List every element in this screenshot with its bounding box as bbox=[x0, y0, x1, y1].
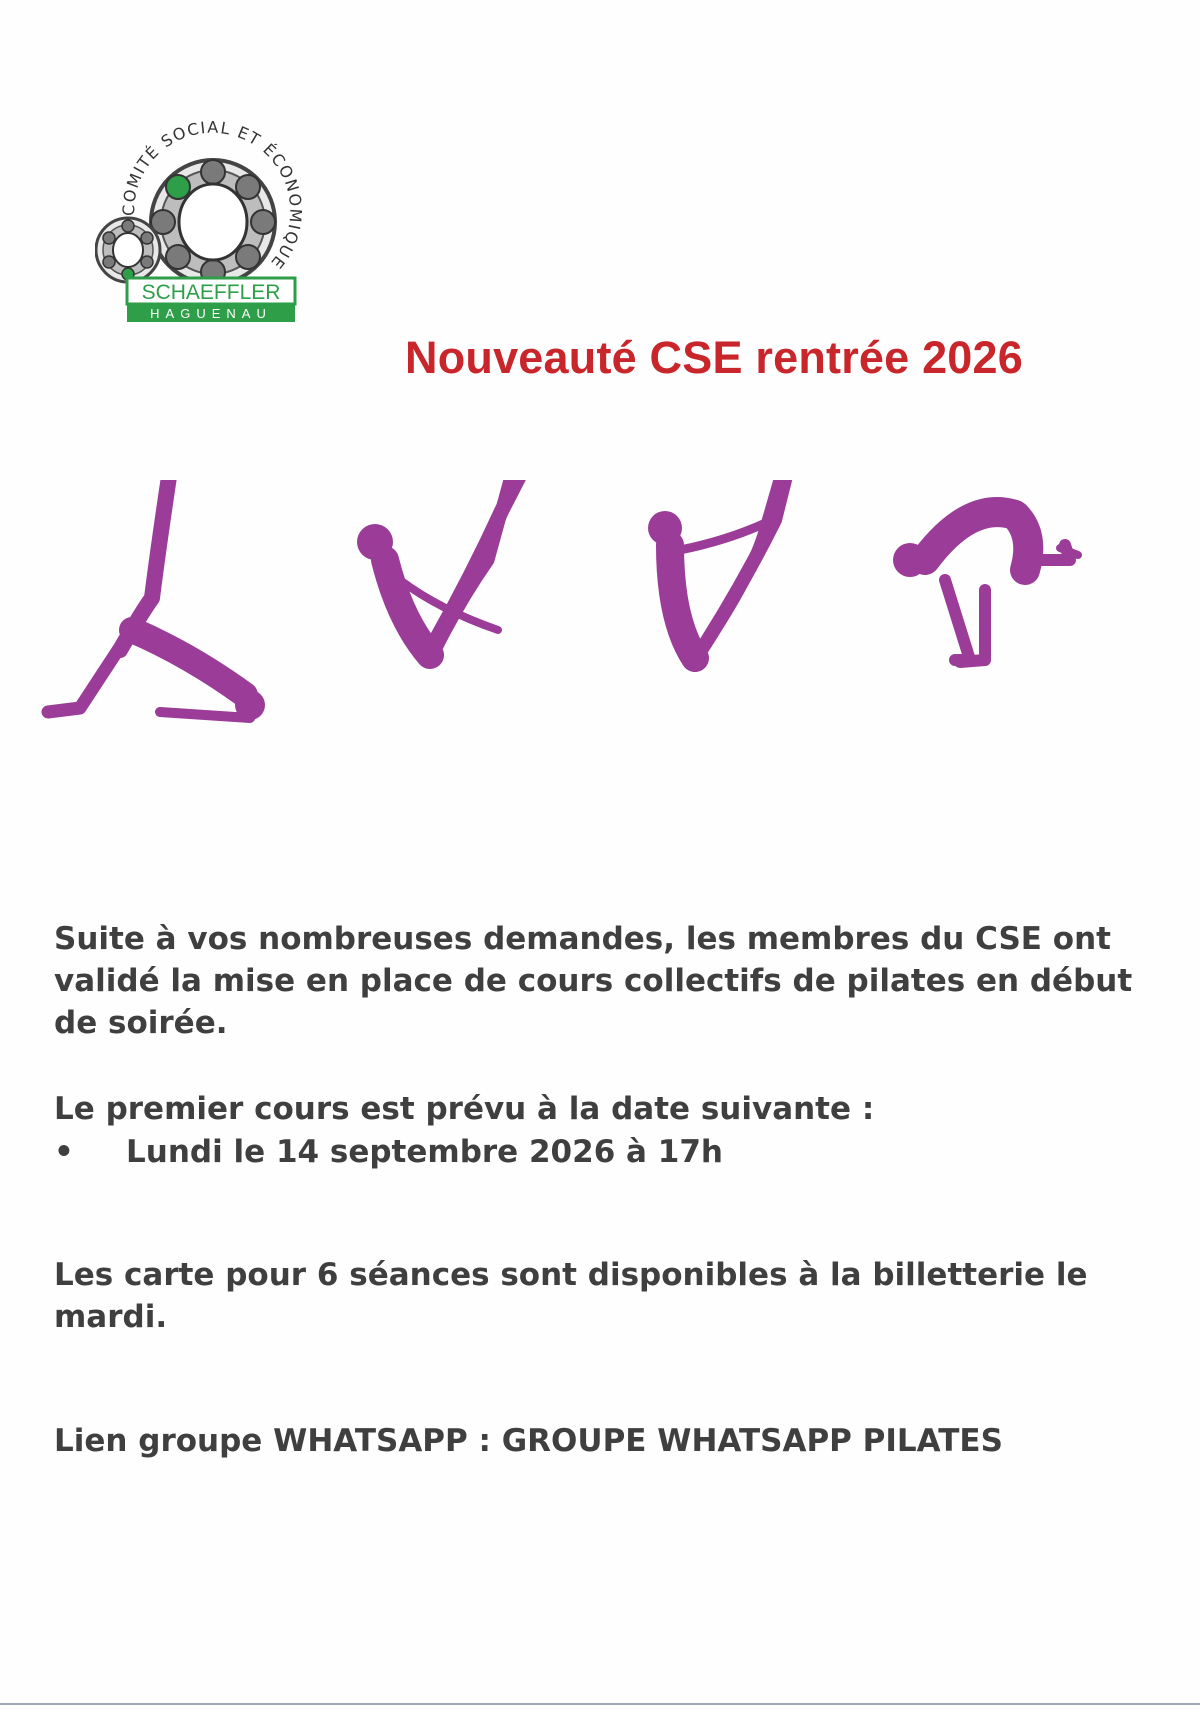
figure-teaser-icon bbox=[648, 480, 785, 658]
tickets-paragraph: Les carte pour 6 séances sont disponibles à la billetterie le mardi. bbox=[54, 1257, 1088, 1335]
pilates-silhouettes-graphic bbox=[40, 480, 1180, 770]
bearing-logo-graphic bbox=[95, 92, 330, 362]
bullet-mark: • bbox=[54, 1134, 74, 1170]
first-course-intro: Le premier cours est prévu à la date suivante : bbox=[54, 1091, 875, 1127]
cse-schaeffler-logo bbox=[95, 92, 330, 362]
figure-bridge-icon bbox=[48, 480, 265, 720]
first-course-date: Lundi le 14 septembre 2026 à 17h bbox=[126, 1134, 723, 1170]
logo-brand-text: SCHAEFFLER bbox=[141, 281, 281, 304]
logo-city-text: HAGUENAU bbox=[150, 306, 272, 321]
announcement-paragraph: Suite à vos nombreuses demandes, les membres du CSE ont validé la mise en place de cours collectifs de pilates en début de soirée. bbox=[54, 921, 1133, 1041]
figure-v-sit-icon bbox=[357, 480, 520, 655]
whatsapp-link-paragraph: Lien groupe WHATSAPP : GROUPE WHATSAPP PILATES bbox=[54, 1423, 1003, 1459]
figure-crow-icon bbox=[893, 512, 1078, 662]
logo-arc-text: COMITÉ SOCIAL ET ÉCONOMIQUE bbox=[119, 117, 306, 274]
bottom-divider bbox=[0, 1703, 1200, 1705]
flyer-title: Nouveauté CSE rentrée 2026 bbox=[405, 332, 1023, 383]
pilates-figures bbox=[40, 480, 1180, 770]
